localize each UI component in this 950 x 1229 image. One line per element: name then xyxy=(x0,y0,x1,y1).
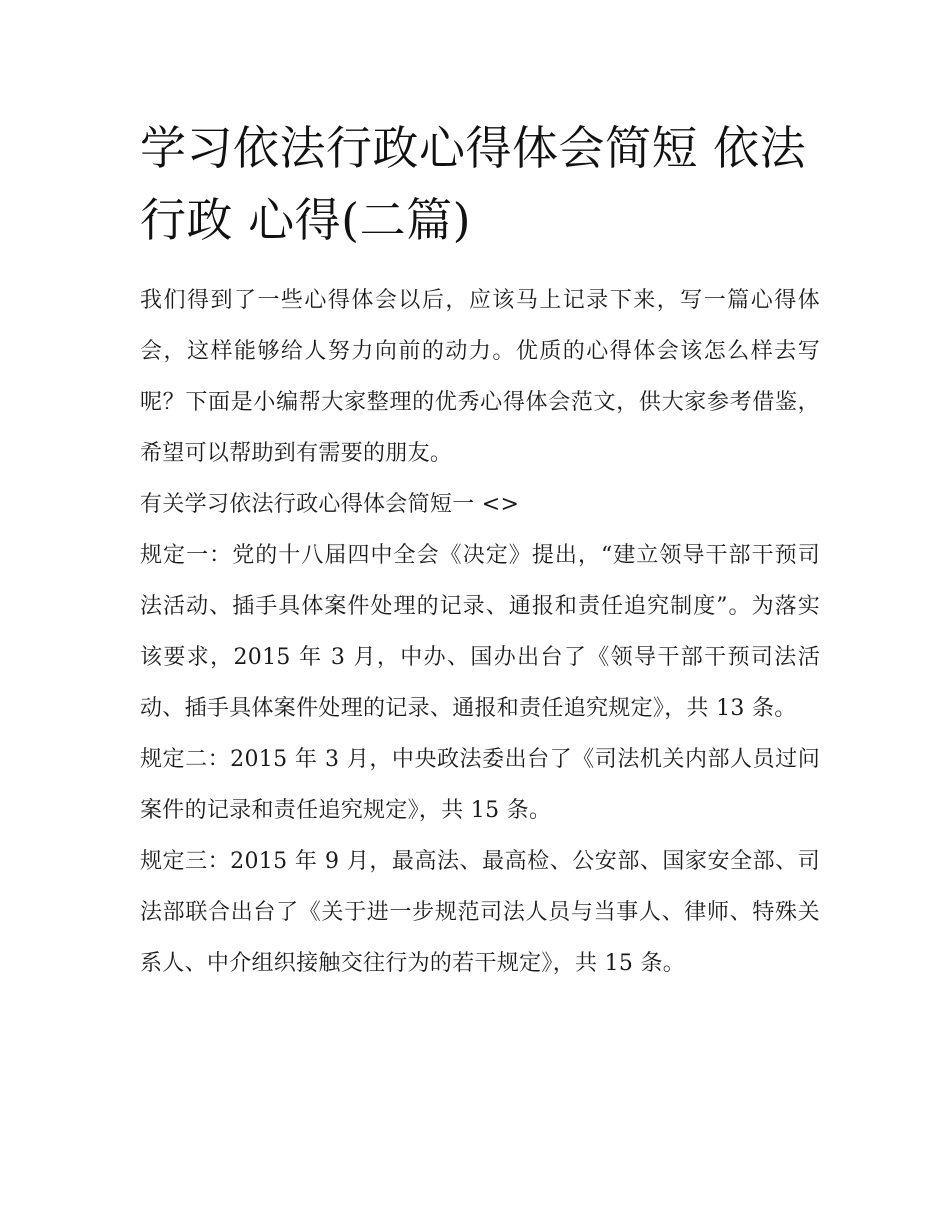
rule-three-paragraph: 规定三：2015 年 9 月，最高法、最高检、公安部、国家安全部、司法部联合出台了《关于进一步规范司法人员与当事人、律师、特殊关系人、中介组织接触交往行为的若干规定》，共 15 条。 xyxy=(140,849,820,976)
intro-paragraph: 我们得到了一些心得体会以后，应该马上记录下来，写一篇心得体会，这样能够给人努力向前的动力。优质的心得体会该怎么样去写呢？下面是小编帮大家整理的优秀心得体会范文，供大家参考借鉴，希望可以帮助到有需要的朋友。 xyxy=(140,288,820,466)
rule-two-paragraph: 规定二：2015 年 3 月，中央政法委出台了《司法机关内部人员过问案件的记录和责任追究规定》，共 15 条。 xyxy=(140,747,820,823)
section-heading: 有关学习依法行政心得体会简短一 <> xyxy=(140,492,520,517)
document-body xyxy=(140,275,820,989)
document-title: 学习依法行政心得体会简短 依法行政 心得(二篇) xyxy=(140,121,807,247)
rule-one-paragraph: 规定一：党的十八届四中全会《决定》提出，“建立领导干部干预司法活动、插手具体案件处理的记录、通报和责任追究制度”。为落实该要求，2015 年 3 月，中办、国办出台了《领导干部干预司法活动、插手具体案件处理的记录、通报和责任追究规定》，共 13 条。 xyxy=(140,543,820,721)
